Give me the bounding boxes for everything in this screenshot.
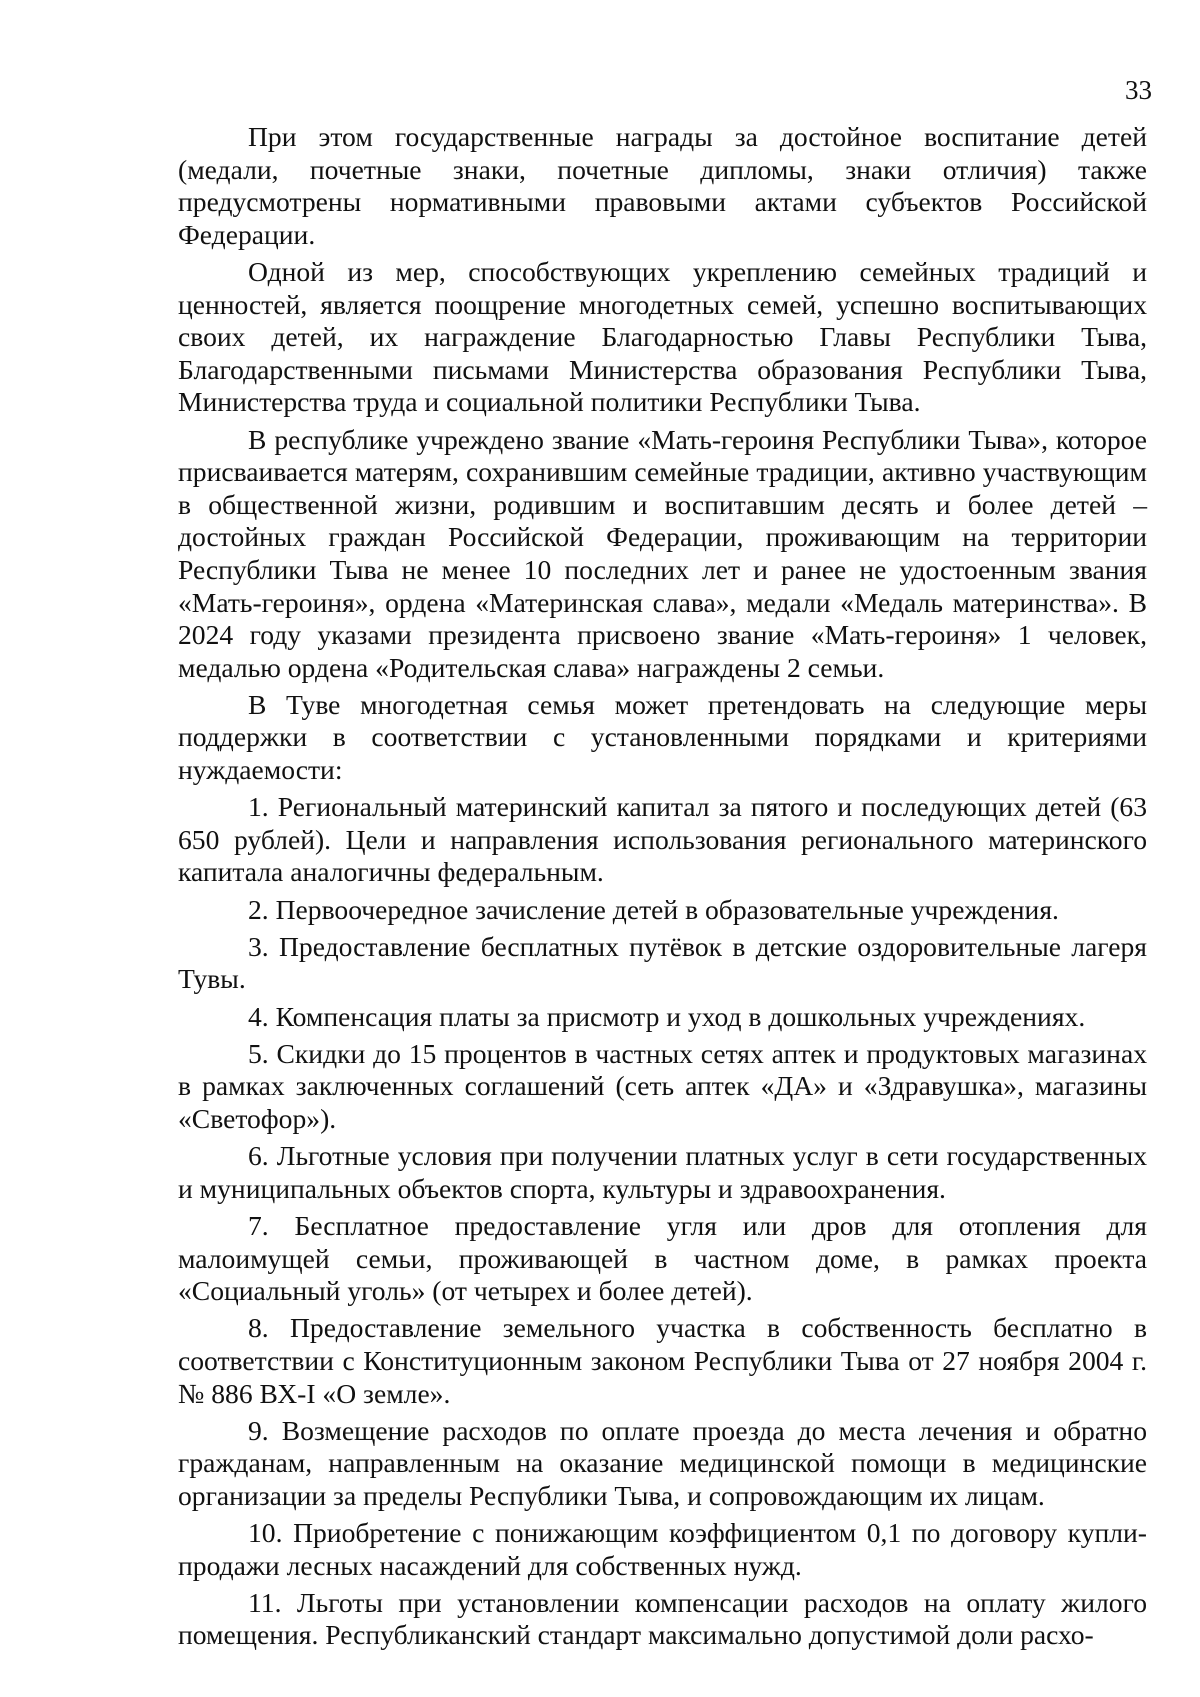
paragraph-support-intro: В Туве многодетная семья может претендовать на следующие меры поддержки в соответствии с установленными порядками и критериями нуждаемости: xyxy=(178,688,1147,786)
page-number: 33 xyxy=(1125,75,1152,105)
list-item: 11. Льготы при установлении компенсации расходов на оплату жилого помещения. Республиканский стандарт максимально допустимой доли расхо- xyxy=(178,1586,1147,1651)
list-item: 10. Приобретение с понижающим коэффициентом 0,1 по договору купли-продажи лесных насаждений для собственных нужд. xyxy=(178,1517,1147,1581)
list-item: 1. Региональный материнский капитал за пятого и последующих детей (63 650 рублей). Цели и направления использования регионального материнского капитала аналогичны федеральным. xyxy=(178,791,1147,888)
list-item: 7. Бесплатное предоставление угля или дров для отопления для малоимущей семьи, проживающей в частном доме, в рамках проекта «Социальный уголь» (от четырех и более детей). xyxy=(178,1209,1147,1307)
document-body xyxy=(178,121,1147,1657)
list-item: 2. Первоочередное зачисление детей в образовательные учреждения. xyxy=(248,893,1059,925)
paragraph-awards-regional: При этом государственные награды за достойное воспитание детей (медали, почетные знаки, почетные дипломы, знаки отличия) также предусмотрены нормативными правовыми актами субъектов Российской Федерации. xyxy=(178,121,1147,250)
paragraph-mother-heroine: В республике учреждено звание «Мать-героиня Республики Тыва», которое присваивается матерям, сохранившим семейные традиции, активно участвующим в общественной жизни, родившим и воспитавшим десять и более детей – достойных граждан Российской Федерации, проживающим на территории Республики Тыва не менее 10 последних лет и ранее не удостоенным звания «Мать-героиня», ордена «Материнская слава», медали «Медаль материнства». В 2024 году указами президента присвоено звание «Мать-героиня» 1 человек, медалью ордена «Родительская слава» награждены 2 семьи. xyxy=(178,423,1147,683)
list-item: 4. Компенсация платы за присмотр и уход в дошкольных учреждениях. xyxy=(248,1000,1086,1032)
list-item: 5. Скидки до 15 процентов в частных сетях аптек и продуктовых магазинах в рамках заключенных соглашений (сеть аптек «ДА» и «Здравушка», магазины «Светофор»). xyxy=(178,1037,1147,1134)
list-item: 8. Предоставление земельного участка в собственность бесплатно в соответствии с Конституционным законом Республики Тыва от 27 ноября 2004 г. № 886 ВХ-I «О земле». xyxy=(178,1312,1147,1409)
list-item: 9. Возмещение расходов по оплате проезда до места лечения и обратно гражданам, направленным на оказание медицинской помощи в медицинские организации за пределы Республики Тыва, и сопровождающим их лицам. xyxy=(178,1414,1147,1511)
paragraph-encouragement: Одной из мер, способствующих укреплению семейных традиций и ценностей, является поощрение многодетных семей, успешно воспитывающих своих детей, их награждение Благодарностью Главы Республики Тыва, Благодарственными письмами Министерства образования Республики Тыва, Министерства труда и социальной политики Республики Тыва. xyxy=(178,255,1147,418)
list-item: 3. Предоставление бесплатных путёвок в детские оздоровительные лагеря Тувы. xyxy=(178,930,1147,995)
list-item: 6. Льготные условия при получении платных услуг в сети государственных и муниципальных объектов спорта, культуры и здравоохранения. xyxy=(178,1140,1147,1204)
